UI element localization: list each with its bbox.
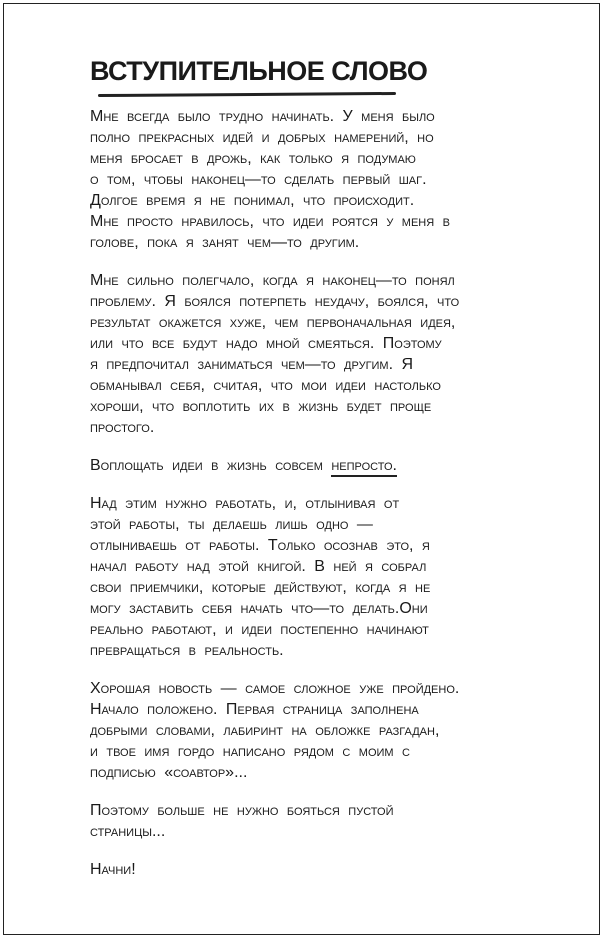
text-line: или что все будут надо мной смеяться. Поэтому [90, 335, 442, 352]
text-line: этой работы, ты делаешь лишь одно — [90, 516, 373, 533]
paragraph-7 [90, 859, 560, 880]
text-line: простого. [90, 419, 155, 436]
paragraph-2 [90, 270, 560, 438]
text-line: Начни! [90, 861, 136, 878]
text-line: Мне просто нравилось, что идеи роятся у меня в [90, 213, 450, 230]
text-line: Долгое время я не понимал, что происходит. [90, 192, 415, 209]
text-line: Мне всегда было трудно начинать. У меня было [90, 108, 435, 125]
text-line: я предпочитал заниматься чем—то другим. Я [90, 356, 414, 373]
paragraph-6 [90, 800, 560, 842]
text-line: полно прекрасных идей и добрых намерений, но [90, 129, 434, 146]
text-line: меня бросает в дрожь, как только я подумаю [90, 150, 416, 167]
text-line: голове, пока я занят чем—то другим. [90, 234, 360, 251]
text-line: страницы... [90, 823, 166, 840]
text-line: свои приемчики, которые действуют, когда я не [90, 579, 431, 596]
text-line: добрыми словами, лабиринт на обложке разгадан, [90, 722, 440, 739]
text-line: Начало положено. Первая страница заполнена [90, 701, 419, 718]
text-line: отлыниваешь от работы. Только осознав это, я [90, 537, 430, 554]
text-line: о том, чтобы наконец—то сделать первый шаг. [90, 171, 427, 188]
page-body [90, 106, 560, 897]
text-line: подписью «соавтор»... [90, 764, 248, 781]
text-line: хороши, что воплотить их в жизнь будет проще [90, 398, 432, 415]
text-line: результат окажется хуже, чем первоначальная идея, [90, 314, 456, 331]
text-line: Над этим нужно работать, и, отлынивая от [90, 495, 400, 512]
text-line: Поэтому больше не нужно бояться пустой [90, 802, 394, 819]
paragraph-4 [90, 493, 560, 661]
underlined-text: непросто. [331, 457, 397, 477]
text-line: обманывал себя, считая, что мои идеи настолько [90, 377, 441, 394]
lead-text: Воплощать идеи в жизнь совсем [90, 457, 332, 474]
page-title: ВСТУПИТЕЛЬНОЕ СЛОВО [90, 56, 428, 86]
paragraph-5 [90, 678, 560, 783]
text-line: Мне сильно полегчало, когда я наконец—то понял [90, 272, 455, 289]
text-line [90, 455, 560, 476]
text-line: могу заставить себя начать что—то делать.Они [90, 600, 428, 617]
text-line: Хорошая новость — самое сложное уже пройдено. [90, 680, 460, 697]
text-line: превращаться в реальность. [90, 642, 284, 659]
text-line: и твое имя гордо написано рядом с моим с [90, 743, 410, 760]
paragraph-3 [90, 455, 560, 476]
text-line: проблему. Я боялся потерпеть неудачу, боялся, что [90, 293, 460, 310]
text-line: начал работу над этой книгой. В ней я собрал [90, 558, 427, 575]
paragraph-1 [90, 106, 560, 253]
text-line: реально работают, и идеи постепенно начинают [90, 621, 429, 638]
